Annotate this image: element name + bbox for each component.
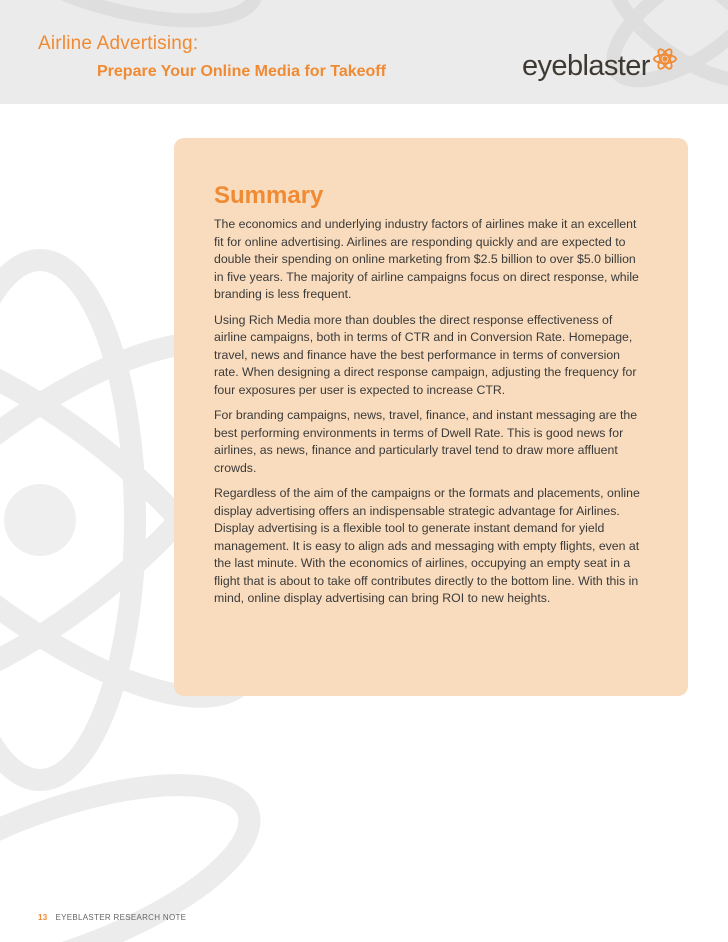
logo-wordmark: eyeblaster bbox=[522, 50, 650, 82]
summary-heading: Summary bbox=[214, 182, 324, 209]
summary-panel bbox=[174, 138, 688, 696]
page-footer bbox=[38, 913, 186, 922]
atom-icon bbox=[652, 46, 678, 72]
footer-label: EYEBLASTER RESEARCH NOTE bbox=[55, 913, 187, 922]
summary-paragraph: For branding campaigns, news, travel, finance, and instant messaging are the best performing environments in terms of Dwell Rate. This is good news for airlines, as news, finance and particularly travel tend to draw more affluent crowds. bbox=[214, 408, 638, 475]
document-title: Airline Advertising: bbox=[38, 33, 199, 54]
summary-paragraph: The economics and underlying industry factors of airlines make it an excellent fit for online advertising. Airlines are responding quickly and are expected to double their spending on online marketing from $2.5 billion to over $5.0 billion in five years. The majority of airline campaigns focus on direct response, while branding is less frequent. bbox=[214, 217, 639, 301]
summary-content bbox=[214, 182, 644, 616]
page-number: 13 bbox=[38, 913, 48, 922]
summary-paragraph: Regardless of the aim of the campaigns or the formats and placements, online display advertising offers an indispensable strategic advantage for Airlines. Display advertising is a flexible tool to generate instant demand for yield management. It is easy to align ads and messaging with empty flights, even at the last minute. With the economics of airlines, occupying an empty seat in a flight that is about to take off contributes directly to the bottom line. With this in mind, online display advertising can bring ROI to new heights. bbox=[214, 486, 640, 605]
document-subtitle: Prepare Your Online Media for Takeoff bbox=[97, 63, 386, 80]
summary-paragraph: Using Rich Media more than doubles the direct response effectiveness of airline campaigns, both in terms of CTR and in Conversion Rate. Homepage, travel, news and finance have the best performance in terms of conversion rate. When designing a direct response campaign, adjusting the frequency for four exposures per user is expected to increase CTR. bbox=[214, 312, 637, 397]
eyeblaster-logo bbox=[522, 50, 678, 90]
